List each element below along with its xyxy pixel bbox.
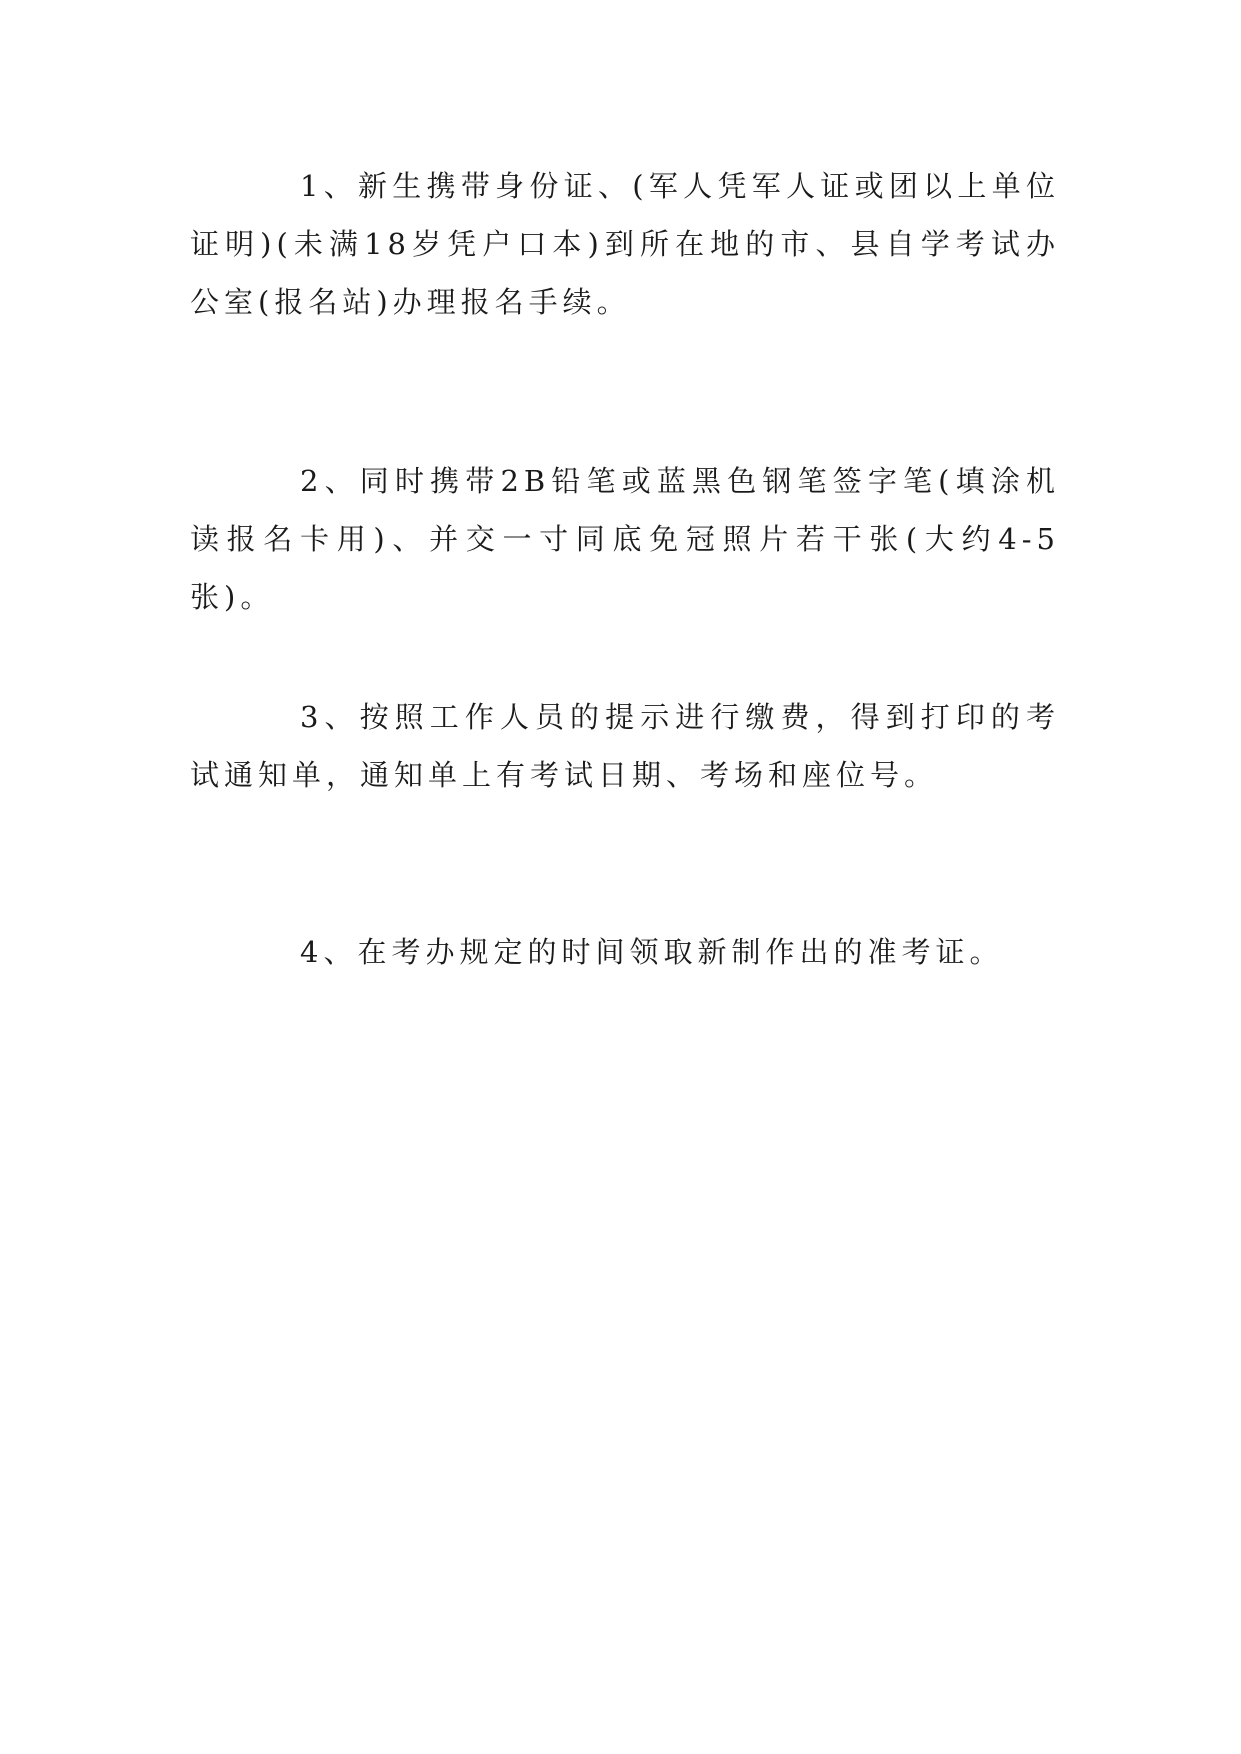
paragraph-step-3: 3、按照工作人员的提示进行缴费，得到打印的考试通知单，通知单上有考试日期、考场和座位号。 [190, 700, 1060, 792]
paragraph-step-1: 1、新生携带身份证、(军人凭军人证或团以上单位证明)(未满18岁凭户口本)到所在地的市、县自学考试办公室(报名站)办理报名手续。 [190, 169, 1060, 319]
paragraph-step-2: 2、同时携带2B铅笔或蓝黑色钢笔签字笔(填涂机读报名卡用)、并交一寸同底免冠照片若干张(大约4-5张)。 [190, 464, 1060, 614]
paragraph-step-4: 4、在考办规定的时间领取新制作出的准考证。 [300, 935, 1004, 969]
